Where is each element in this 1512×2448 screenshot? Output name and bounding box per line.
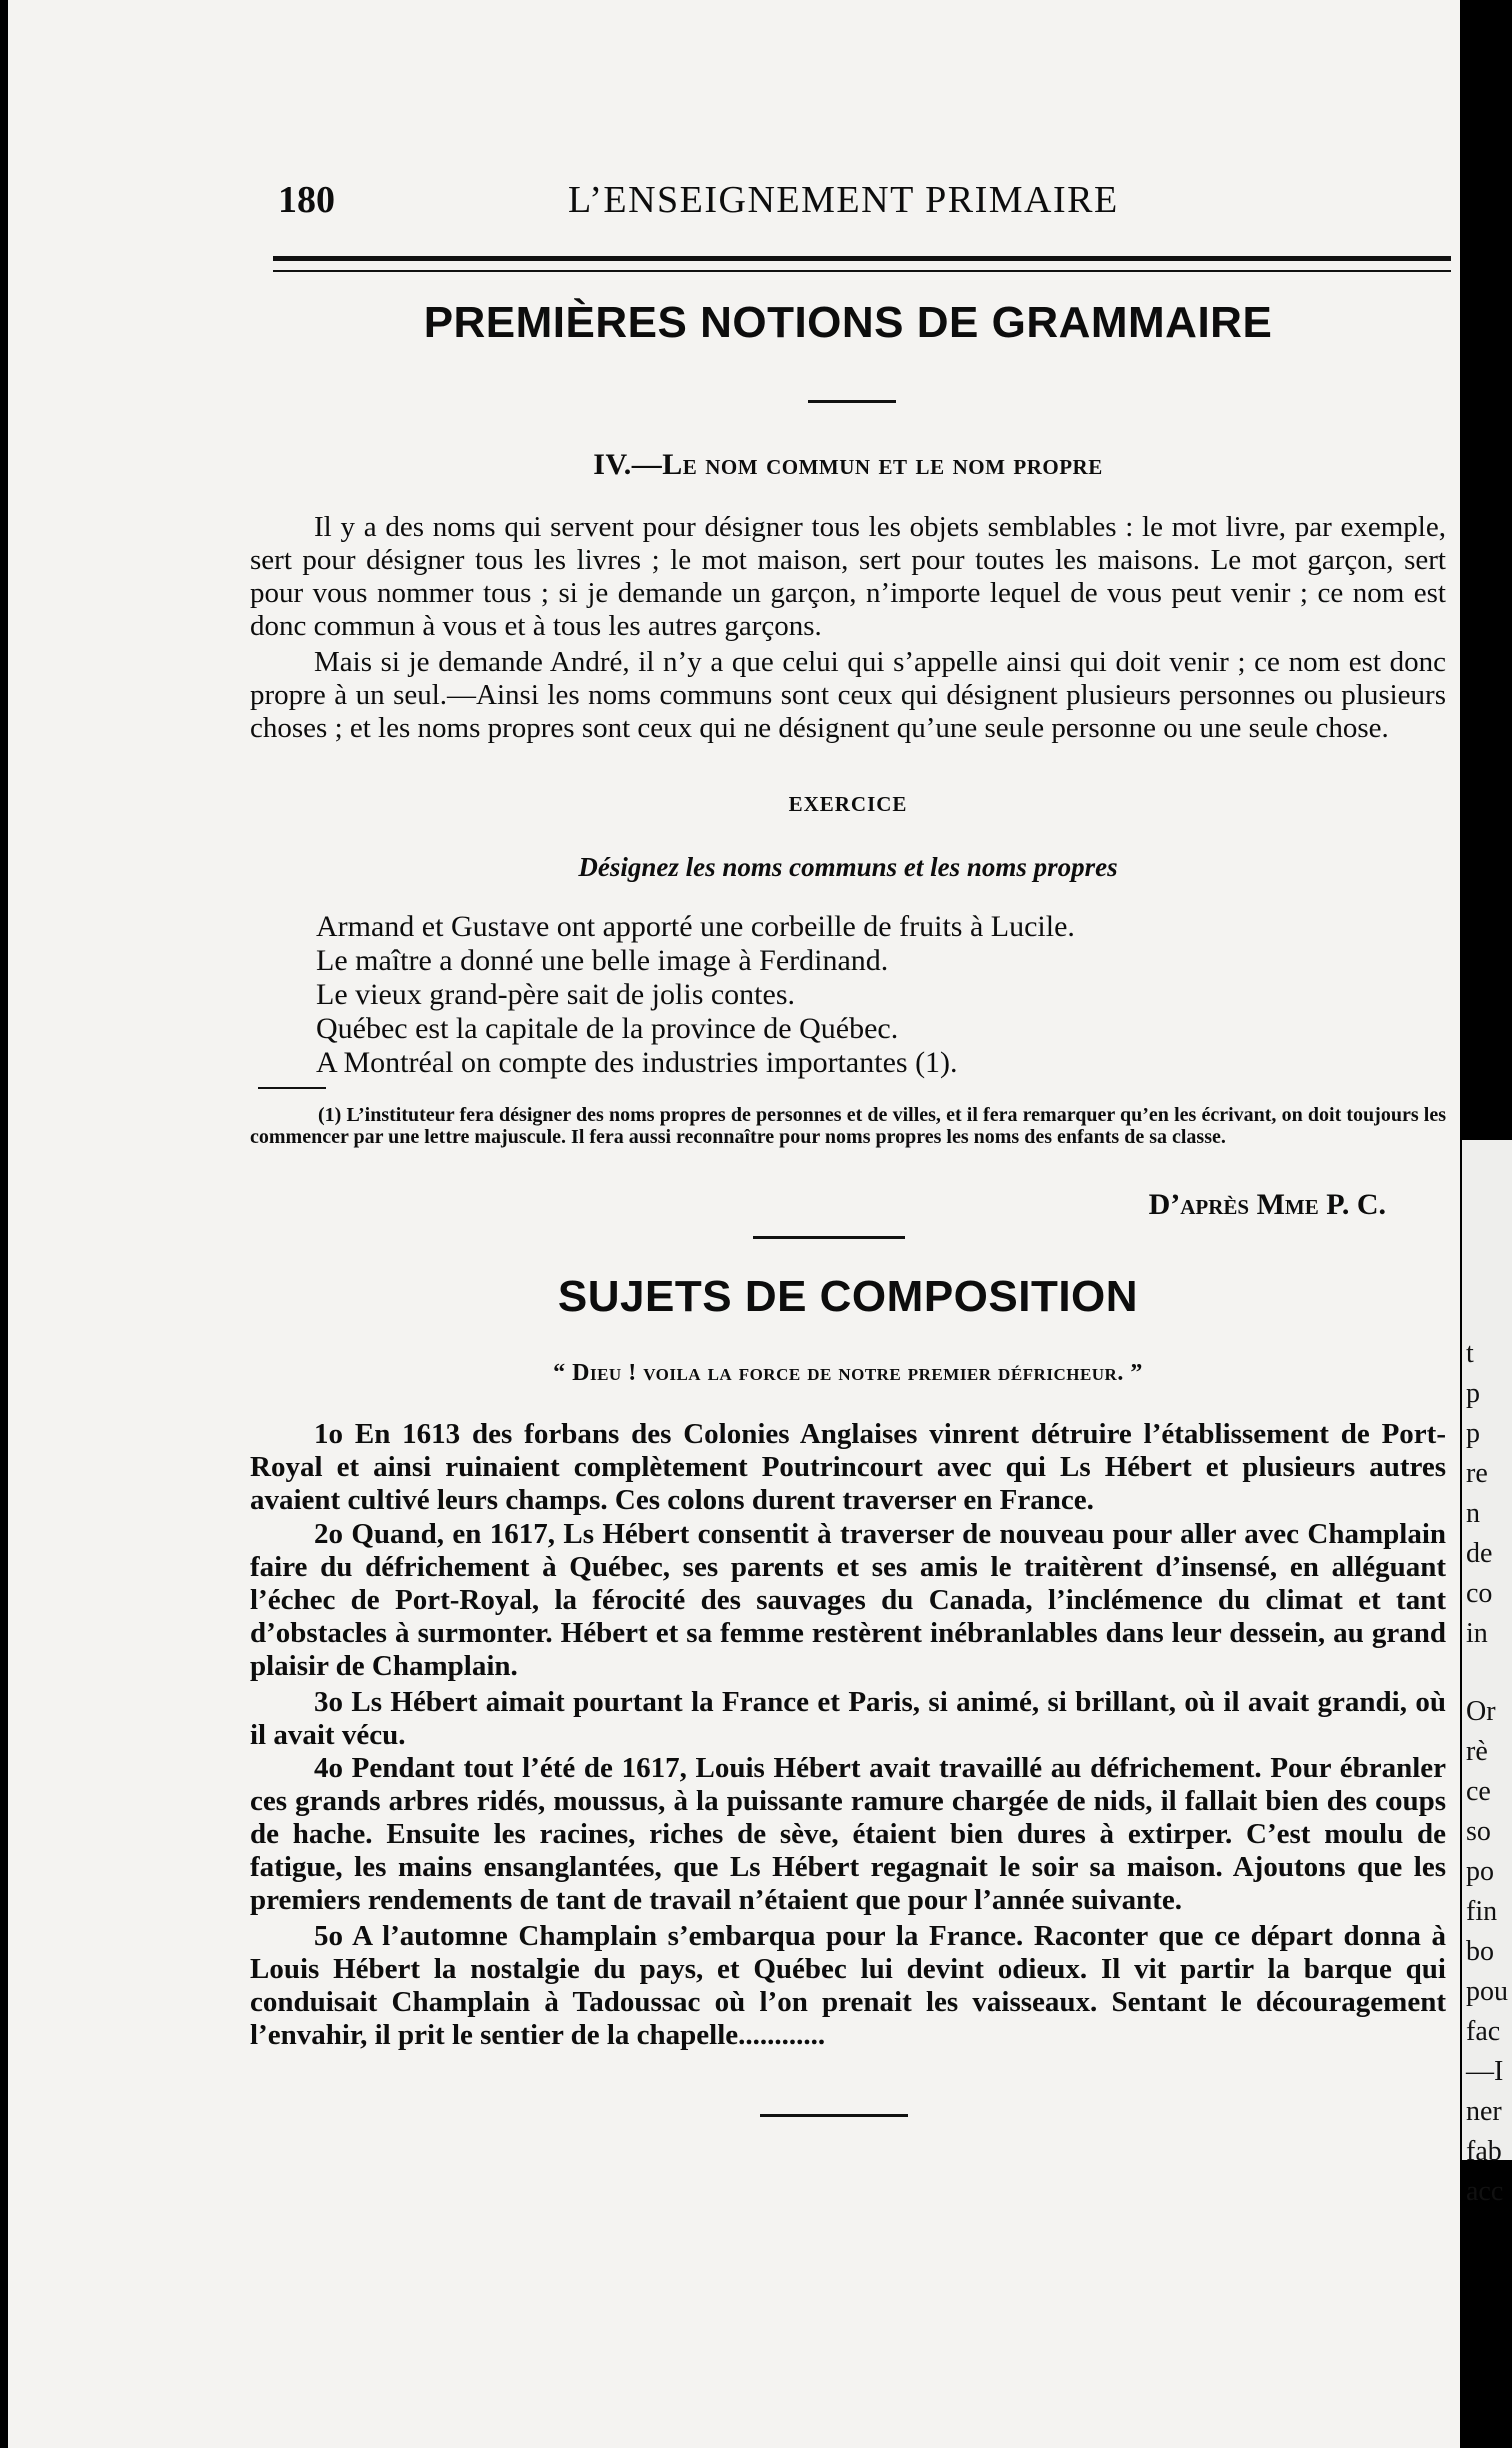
header-rule-thin (273, 270, 1451, 272)
exercise-sentences (316, 910, 1416, 1080)
adjacent-fragment: n (1466, 1498, 1480, 1529)
exercise-sentence: Le maître a donné une belle image à Ferdinand. (316, 944, 889, 977)
adjacent-fragment: co (1466, 1578, 1493, 1609)
composition-paragraph-1: 1o En 1613 des forbans des Colonies Anglaises vinrent détruire l’établissement de Port-Royal et ainsi ruinaient complètement Poutrincourt avec qui Ls Hébert et plusieurs autres avaient cultivé leurs champs. Ces colons durent traverser en France. (250, 1418, 1446, 1516)
footnote: (1) L’instituteur fera désigner des noms propres de personnes et de villes, et il fera remarquer qu’en les écrivant, on doit toujours les commencer par une lettre majuscule. Il fera aussi reconnaître pour noms propres les noms des enfants de sa classe. (250, 1104, 1446, 1148)
adjacent-fragment: t (1466, 1338, 1474, 1369)
composition-subtitle: “ Dieu ! voila la force de notre premier défricheur. ” (553, 1360, 1143, 1386)
page-number: 180 (278, 179, 335, 221)
adjacent-fragment: fin (1466, 1896, 1498, 1927)
composition-paragraph-4: 4o Pendant tout l’été de 1617, Louis Hébert avait travaillé au défrichement. Pour ébranler ces grands arbres ridés, moussus, à la puissante ramure chargée de nids, il fallait bien des coups de hache. Ensuite les racines, riches de sève, étaient bien dures à extirper. C’est moulu de fatigue, les mains ensanglantées, que Ls Hébert regagnait le soir sa maison. Ajoutons que les premiers rendements de tant de travail n’étaient que pour l’année suivante. (250, 1752, 1446, 1916)
adjacent-fragment: —I (1466, 2056, 1504, 2087)
adjacent-fragment: acc (1466, 2176, 1504, 2207)
adjacent-fragment: re (1466, 1458, 1488, 1489)
adjacent-fragment: ce (1466, 1776, 1491, 1807)
composition-paragraph-2: 2o Quand, en 1617, Ls Hébert consentit à traverser de nouveau pour aller avec Champlain faire du défrichement à Québec, ses parents et ses amis le traitèrent d’insensé, en alléguant l’échec de Port-Royal, la férocité des sauvages du Canada, l’inclémence du climat et tant d’obstacles à surmonter. Hébert et sa femme restèrent inébranlables dans leur dessein, au grand plaisir de Champlain. (250, 1518, 1446, 1682)
exercise-instruction: Désignez les noms communs et les noms propres (578, 852, 1118, 882)
exercise-sentence: Le vieux grand-père sait de jolis contes. (316, 978, 796, 1011)
exercise-heading: EXERCICE (788, 792, 908, 816)
adjacent-fragment: Or (1466, 1696, 1496, 1727)
grammar-paragraph-1: Il y a des noms qui servent pour désigner tous les objets semblables : le mot livre, par exemple, sert pour désigner tous les livres ; le mot maison, sert pour toutes les maisons. Le mot garçon, sert pour vous nommer tous ; si je demande un garçon, n’importe lequel de vous peut venir ; ce nom est donc commun à vous et à tous les autres garçons. (250, 511, 1446, 642)
title-divider (808, 400, 896, 403)
adjacent-fragment: de (1466, 1538, 1493, 1569)
exercise-sentence: Québec est la capitale de la province de Québec. (316, 1012, 899, 1045)
adjacent-fragment: bo (1466, 1936, 1494, 1967)
adjacent-fragment: p (1466, 1378, 1480, 1409)
adjacent-fragment: fac (1466, 2016, 1501, 2047)
adjacent-fragment: in (1466, 1618, 1488, 1649)
end-divider (760, 2114, 908, 2117)
footnote-divider (258, 1087, 326, 1089)
lesson-subtitle: IV.—Le nom commun et le nom propre (593, 448, 1103, 481)
adjacent-fragment: so (1466, 1816, 1491, 1847)
exercise-sentence: A Montréal on compte des industries importantes (1). (316, 1046, 958, 1079)
adjacent-fragment: ner (1466, 2096, 1502, 2127)
exercise-sentence: Armand et Gustave ont apporté une corbeille de fruits à Lucile. (316, 910, 1075, 943)
section-divider (753, 1236, 905, 1239)
adjacent-page-edge (1462, 1140, 1512, 2207)
adjacent-fragment: p (1466, 1418, 1480, 1449)
header-rule-thick (273, 256, 1451, 261)
composition-paragraph-3: 3o Ls Hébert aimait pourtant la France et Paris, si animé, si brillant, où il avait grandi, où il avait vécu. (250, 1686, 1446, 1751)
section-title-composition: SUJETS DE COMPOSITION (557, 1272, 1139, 1321)
section-title-grammaire: PREMIÈRES NOTIONS DE GRAMMAIRE (423, 298, 1273, 347)
attribution: D’après Mme P. C. (1148, 1188, 1386, 1221)
journal-title: L’ENSEIGNEMENT PRIMAIRE (568, 179, 1119, 221)
adjacent-fragment: fab (1466, 2136, 1502, 2167)
grammar-paragraph-2: Mais si je demande André, il n’y a que celui qui s’appelle ainsi qui doit venir ; ce nom est donc propre à un seul.—Ainsi les noms communs sont ceux qui désignent plusieurs personnes ou plusieurs choses ; et les noms propres sont ceux qui ne désignent qu’une seule personne ou une seule chose. (250, 646, 1446, 744)
scanned-page (8, 0, 1460, 2448)
adjacent-fragment: pou (1466, 1976, 1508, 2007)
adjacent-fragment: rè (1466, 1736, 1488, 1767)
adjacent-fragment: po (1466, 1856, 1494, 1887)
composition-paragraph-5: 5o A l’automne Champlain s’embarqua pour la France. Raconter que ce départ donna à Louis Hébert la nostalgie du pays, et Québec lui devint odieux. Il vit partir la barque qui conduisait Champlain à Tadoussac où l’on prenait les vaisseaux. Sentant le découragement l’envahir, il prit le sentier de la chapelle............ (250, 1920, 1446, 2051)
